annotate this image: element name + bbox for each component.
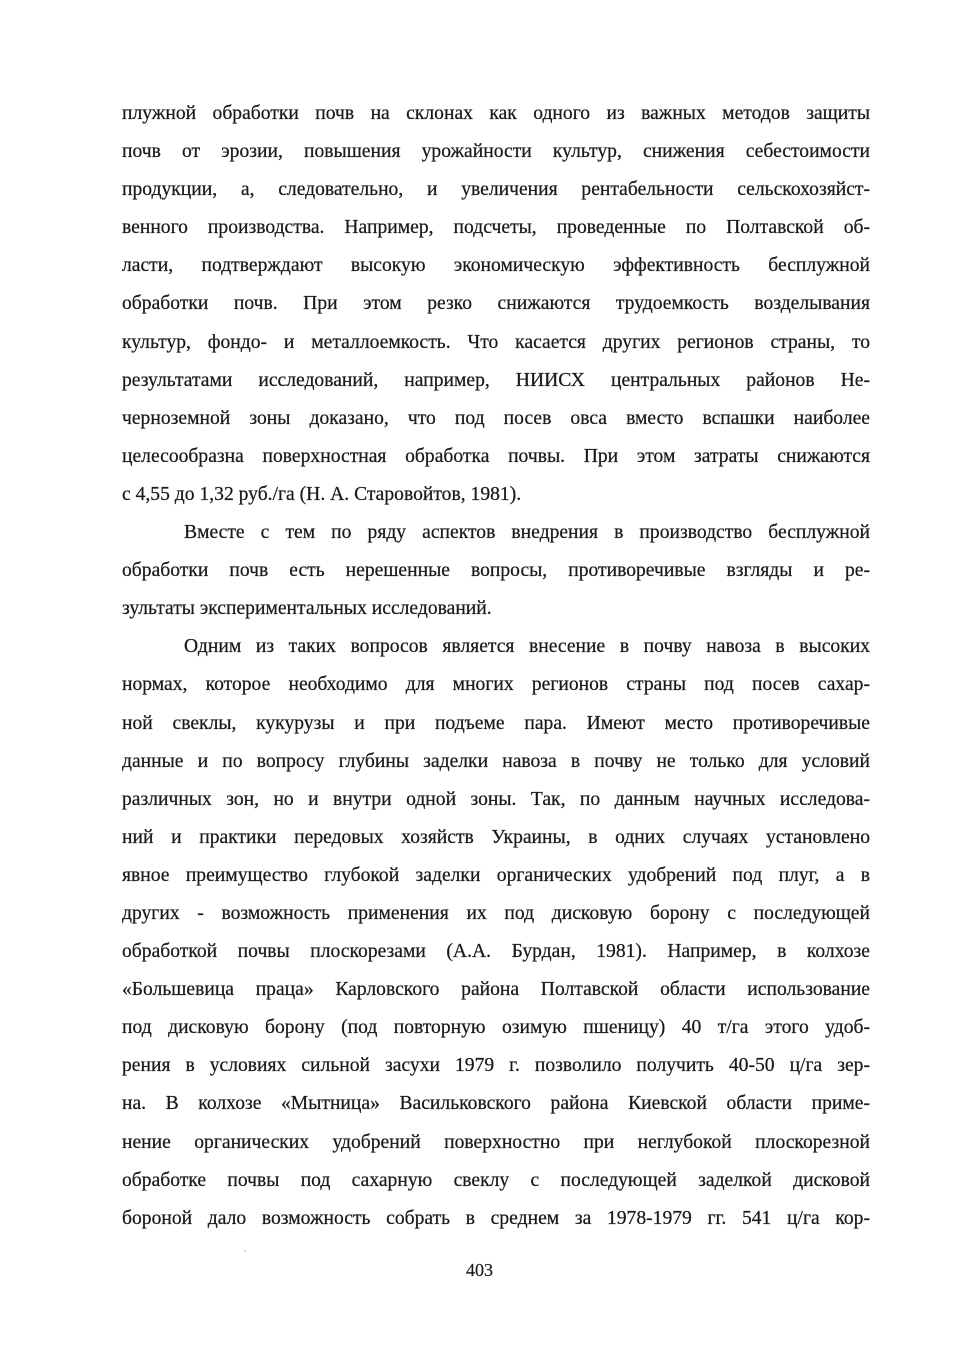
text-line: различных зон, но и внутри одной зоны. Так, по данным научных исследова-: [122, 788, 870, 810]
text-line: «Большевица праца» Карловского района Полтавской области использование: [122, 979, 870, 1001]
text-line: на. В колхозе «Мытница» Васильковского района Киевской области приме-: [122, 1093, 870, 1115]
paragraph-3: [122, 628, 870, 1238]
text-line: бороной дало возможность собрать в среднем за 1978-1979 гг. 541 ц/га кор-: [122, 1207, 870, 1229]
text-line: результатами исследований, например, НИИСХ центральных районов Не-: [122, 369, 870, 391]
text-line: данные и по вопросу глубины заделки навоза в почву не только для условий: [122, 750, 870, 772]
text-line: рения в условиях сильной засухи 1979 г. позволило получить 40-50 ц/га зер-: [122, 1055, 870, 1077]
text-line: почв от эрозии, повышения урожайности культур, снижения себестоимости: [122, 141, 870, 163]
body-text: [122, 95, 870, 1238]
text-line: черноземной зоны доказано, что под посев овса вместо вспашки наиболее: [122, 407, 870, 429]
text-line: обработке почвы под сахарную свеклу с последующей заделкой дисковой: [122, 1169, 870, 1191]
paragraph-2: [122, 514, 870, 628]
page-number: 403: [466, 1260, 493, 1280]
paragraph-1: [122, 95, 870, 514]
text-line: явное преимущество глубокой заделки органических удобрений под плуг, а в: [122, 864, 870, 886]
scan-artifact: [244, 1250, 246, 1252]
text-line: с 4,55 до 1,32 руб./га (Н. А. Старовойтов, 1981).: [122, 483, 522, 505]
text-line: плужной обработки почв на склонах как одного из важных методов защиты: [122, 103, 870, 124]
text-line: под дисковую борону (под повторную озимую пшеницу) 40 т/га этого удоб-: [122, 1017, 870, 1039]
text-line: нение органических удобрений поверхностно при неглубокой плоскорезной: [122, 1131, 870, 1153]
text-line: Вместе с тем по ряду аспектов внедрения в производство бесплужной: [184, 522, 870, 544]
text-line: ласти, подтверждают высокую экономическую эффективность бесплужной: [122, 255, 870, 277]
text-line: обработки почв есть нерешенные вопросы, противоречивые взгляды и ре-: [122, 560, 870, 582]
text-line: обработки почв. При этом резко снижаются трудоемкость возделывания: [122, 293, 870, 315]
text-line: зультаты экспериментальных исследований.: [122, 598, 492, 620]
text-line: обработкой почвы плоскорезами (А.А. Бурдан, 1981). Например, в колхозе: [122, 941, 870, 963]
text-line: Одним из таких вопросов является внесение в почву навоза в высоких: [184, 636, 870, 658]
text-line: нормах, которое необходимо для многих регионов страны под посев сахар-: [122, 674, 870, 696]
text-line: продукции, а, следовательно, и увеличения рентабельности сельскохозяйст-: [122, 179, 870, 201]
text-line: ной свеклы, кукурузы и при подъеме пара. Имеют место противоречивые: [122, 712, 870, 734]
text-line: венного производства. Например, подсчеты, проведенные по Полтавской об-: [122, 217, 870, 239]
text-line: культур, фондо- и металлоемкость. Что касается других регионов страны, то: [122, 331, 870, 353]
text-line: целесообразна поверхностная обработка почвы. При этом затраты снижаются: [122, 445, 870, 467]
text-line: ний и практики передовых хозяйств Украины, в одних случаях установлено: [122, 826, 870, 848]
text-line: других - возможность применения их под дисковую борону с последующей: [122, 902, 870, 924]
